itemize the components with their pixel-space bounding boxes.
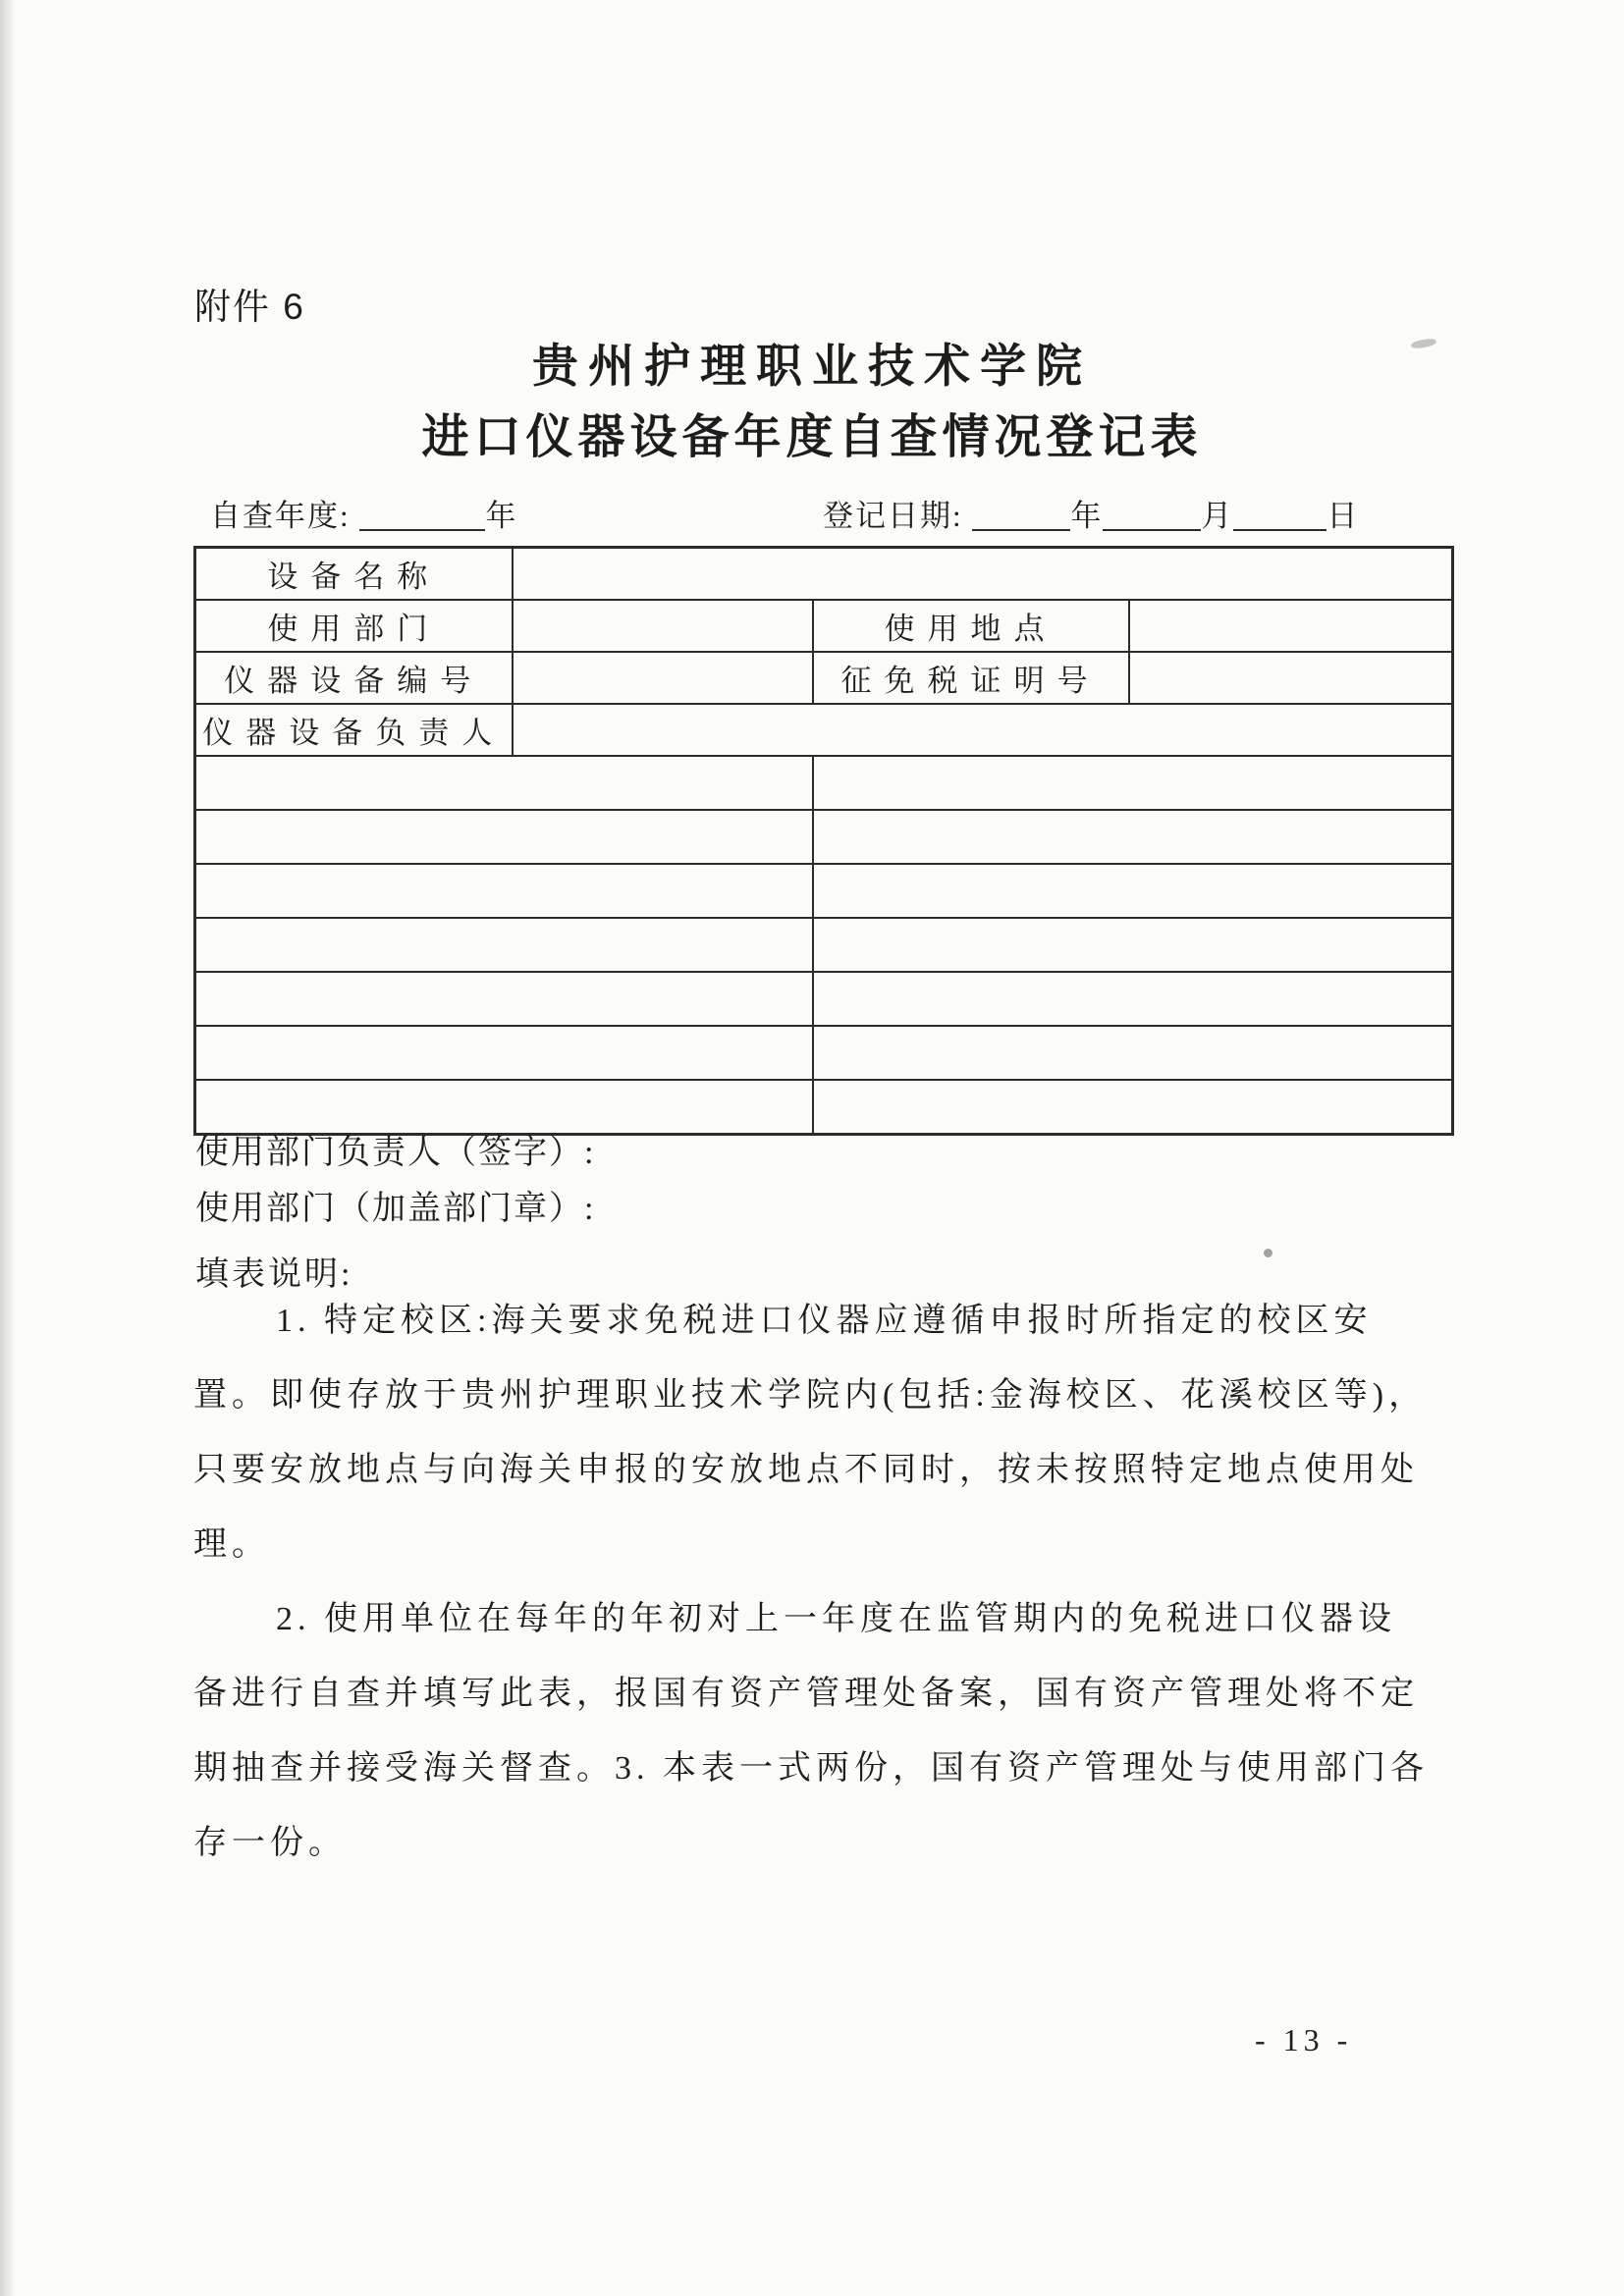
empty-right-cell — [813, 810, 1453, 864]
using-department-label-cell: 使用部门 — [195, 600, 513, 652]
empty-table-row — [195, 972, 1453, 1026]
empty-right-cell — [813, 756, 1453, 810]
equipment-manager-value-cell — [513, 704, 1453, 756]
using-department-row — [195, 600, 1453, 652]
register-date-month-unit: 月 — [1201, 499, 1234, 533]
using-department-value-cell — [513, 600, 813, 652]
empty-right-cell — [813, 1080, 1453, 1135]
note-p2-l2: 备进行自查并填写此表，报国有资产管理处备案，国有资产管理处将不定 — [193, 1676, 1419, 1712]
equipment-info-table — [193, 546, 1454, 1136]
self-check-year-field — [210, 491, 517, 535]
empty-table-row — [195, 918, 1453, 972]
usage-location-value-cell — [1129, 600, 1453, 652]
device-name-label-cell: 设备名称 — [195, 548, 513, 601]
register-date-year-blank — [972, 500, 1070, 531]
empty-right-cell — [813, 918, 1453, 972]
register-date-field — [823, 491, 1359, 535]
signature-line-2: 使用部门（加盖部门章）: — [195, 1191, 596, 1227]
register-date-day-unit: 日 — [1326, 499, 1360, 533]
note-p1-l1: 1. 特定校区:海关要求免税进口仪器应遵循申报时所指定的校区安 — [276, 1303, 1373, 1339]
note-p2-l3: 期抽查并接受海关督查。3. 本表一式两份，国有资产管理处与使用部门各 — [193, 1750, 1429, 1787]
note-p1-l3: 只要安放地点与向海关申报的安放地点不同时，按未按照特定地点使用处 — [193, 1452, 1419, 1488]
empty-left-cell — [195, 1026, 813, 1080]
equipment-manager-row — [195, 704, 1453, 756]
self-check-year-blank — [359, 500, 485, 531]
note-p1-l4: 理。 — [193, 1526, 270, 1563]
empty-left-cell — [195, 756, 813, 810]
notes-heading: 填表说明: — [195, 1256, 353, 1293]
empty-table-row — [195, 756, 1453, 810]
empty-left-cell — [195, 972, 813, 1026]
tax-certificate-value-cell — [1129, 652, 1453, 704]
device-name-value-cell — [513, 548, 1453, 601]
empty-right-cell — [813, 1026, 1453, 1080]
scan-speck-2 — [1264, 1249, 1272, 1257]
tax-certificate-label-cell: 征免税证明号 — [813, 652, 1129, 704]
register-date-year-unit: 年 — [1070, 499, 1104, 533]
note-p1-l2: 置。即使存放于贵州护理职业技术学院内(包括:金海校区、花溪校区等)， — [193, 1377, 1428, 1414]
attachment-label: 附件 6 — [194, 287, 305, 327]
device-name-row — [195, 548, 1453, 601]
register-date-month-blank — [1103, 500, 1201, 531]
note-p2-l4: 存一份。 — [193, 1825, 347, 1861]
note-p2-l1: 2. 使用单位在每年的年初对上一年度在监管期内的免税进口仪器设 — [276, 1601, 1396, 1637]
equipment-number-value-cell — [513, 652, 813, 704]
self-check-year-label: 自查年度: — [210, 499, 351, 533]
empty-table-row — [195, 1026, 1453, 1080]
equipment-manager-label-cell: 仪器设备负责人 — [195, 704, 513, 756]
document-subtitle: 进口仪器设备年度自查情况登记表 — [421, 411, 1203, 463]
signature-line-1: 使用部门负责人（签字）: — [195, 1135, 596, 1171]
equipment-number-row — [195, 652, 1453, 704]
empty-left-cell — [195, 864, 813, 918]
usage-location-label-cell: 使用地点 — [813, 600, 1129, 652]
empty-table-row — [195, 810, 1453, 864]
register-date-label: 登记日期: — [823, 499, 963, 533]
empty-right-cell — [813, 864, 1453, 918]
equipment-number-label-cell: 仪器设备编号 — [195, 652, 513, 704]
page-number: - 13 - — [1255, 2022, 1353, 2057]
document-title: 贵州护理职业技术学院 — [532, 342, 1092, 393]
register-date-day-blank — [1233, 500, 1326, 531]
empty-table-row — [195, 864, 1453, 918]
empty-right-cell — [813, 972, 1453, 1026]
empty-left-cell — [195, 918, 813, 972]
self-check-year-unit: 年 — [485, 499, 518, 533]
notes-block — [193, 1284, 1465, 1881]
empty-left-cell — [195, 810, 813, 864]
